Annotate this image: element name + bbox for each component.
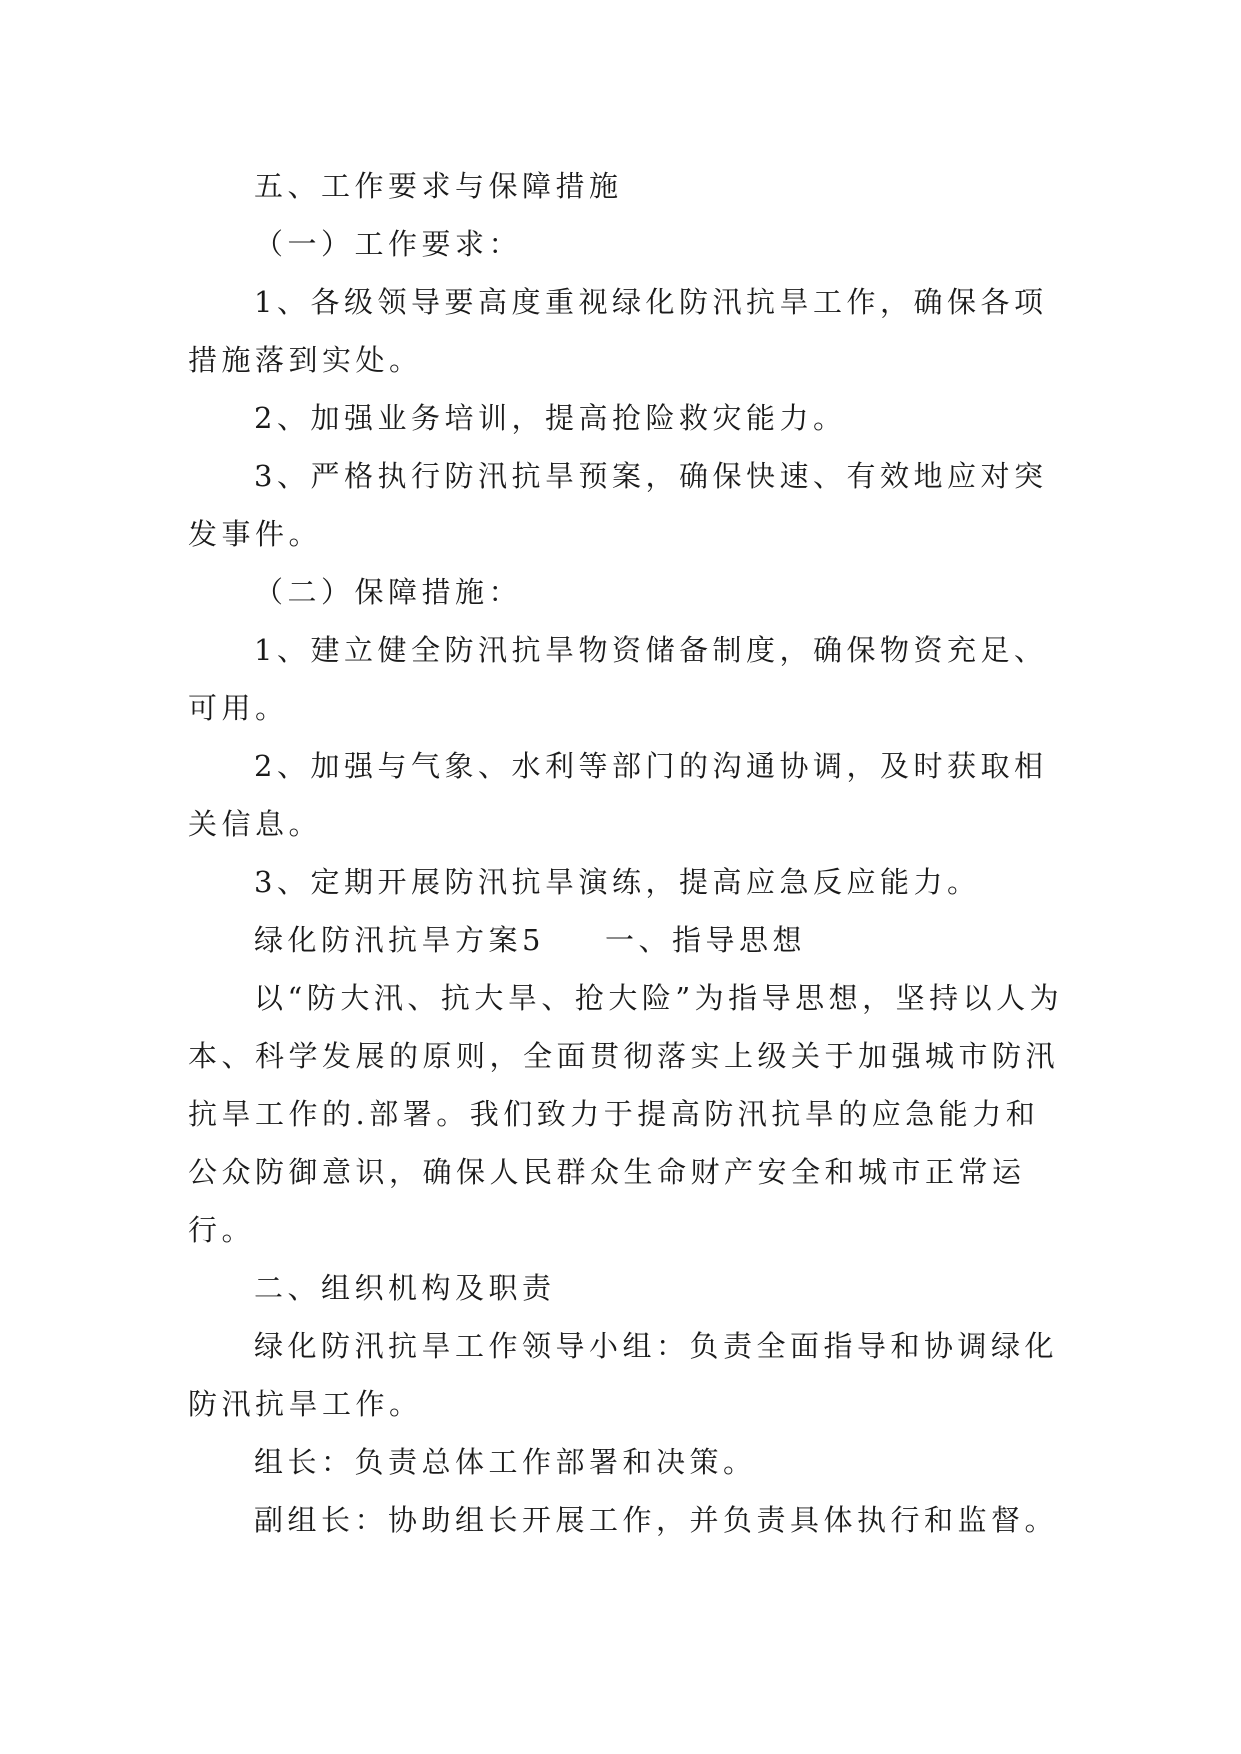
body-paragraph: 副组长：协助组长开展工作，并负责具体执行和监督。	[254, 1503, 1059, 1537]
section-heading: 二、组织机构及职责	[254, 1271, 556, 1305]
section-first-heading: 一、指导思想	[604, 923, 806, 957]
list-item: 1、建立健全防汛抗旱物资储备制度，确保物资充足、可用。	[188, 633, 1048, 725]
document-body	[188, 157, 1068, 1549]
list-item: 2、加强与气象、水利等部门的沟通协调，及时获取相关信息。	[188, 749, 1048, 841]
subsection-heading: （二）保障措施：	[254, 575, 523, 609]
body-paragraph: 组长：负责总体工作部署和决策。	[254, 1445, 757, 1479]
section-title: 绿化防汛抗旱方案5	[254, 923, 545, 957]
list-item: 1、各级领导要高度重视绿化防汛抗旱工作，确保各项措施落到实处。	[188, 285, 1048, 377]
subsection-heading: （一）工作要求：	[254, 227, 523, 261]
body-paragraph: 绿化防汛抗旱工作领导小组：负责全面指导和协调绿化防汛抗旱工作。	[188, 1329, 1059, 1421]
body-paragraph: 以“防大汛、抗大旱、抢大险”为指导思想，坚持以人为本、科学发展的原则，全面贯彻落实上级关于加强城市防汛抗旱工作的.部署。我们致力于提高防汛抗旱的应急能力和公众防御意识，确保人民群众生命财产安全和城市正常运行。	[188, 981, 1064, 1247]
list-item: 3、定期开展防汛抗旱演练，提高应急反应能力。	[254, 865, 981, 899]
list-item: 2、加强业务培训，提高抢险救灾能力。	[254, 401, 847, 435]
section-heading: 五、工作要求与保障措施	[254, 169, 623, 203]
section-title-line	[188, 911, 1068, 969]
list-item: 3、严格执行防汛抗旱预案，确保快速、有效地应对突发事件。	[188, 459, 1048, 551]
